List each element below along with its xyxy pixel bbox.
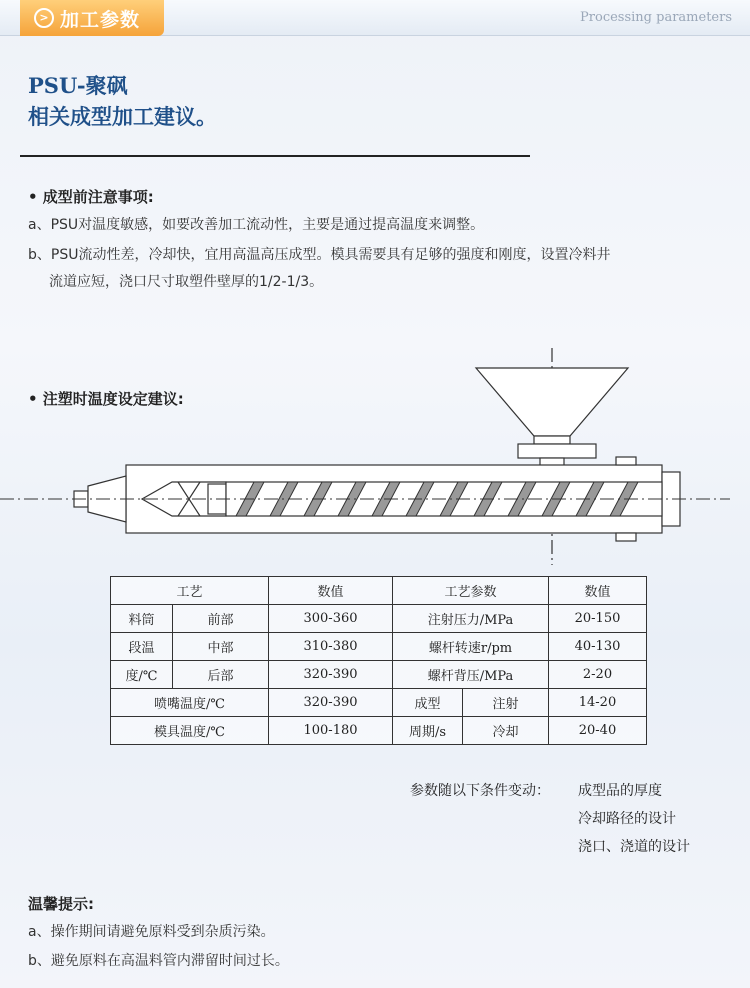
- zone-label: 后部: [173, 661, 269, 689]
- pre-molding-item-b: b、PSU流动性差，冷却快，宜用高温高压成型。模具需要具有足够的强度和刚度，设置冷料井: [28, 247, 611, 263]
- table-header-cell: 工艺参数: [393, 577, 549, 605]
- barrel-label: 段温: [111, 633, 173, 661]
- table-header-cell: 数值: [549, 577, 647, 605]
- table-row: [111, 605, 647, 633]
- table-header-cell: 工艺: [111, 577, 269, 605]
- mold-temp-value: 100-180: [269, 717, 393, 745]
- title-divider: [20, 155, 530, 157]
- process-parameters-table: [110, 576, 647, 745]
- tip-item-b: b、避免原料在高温料管内滞留时间过长。: [28, 953, 289, 969]
- param-label: 注射压力/MPa: [393, 605, 549, 633]
- pre-molding-item-a: a、PSU对温度敏感，如要改善加工流动性，主要是通过提高温度来调整。: [28, 217, 485, 233]
- temperature-heading: • 注塑时温度设定建议:: [28, 390, 184, 408]
- injection-screw-diagram: [0, 340, 750, 565]
- param-value: 40-130: [549, 633, 647, 661]
- table-row: [111, 689, 647, 717]
- condition-item: 成型品的厚度: [578, 783, 662, 799]
- condition-item: 冷却路径的设计: [578, 811, 676, 827]
- section-tag-label: 加工参数: [60, 9, 141, 31]
- pre-molding-item-b-cont: 流道应短，浇口尺寸取塑件壁厚的1/2-1/3。: [49, 274, 324, 290]
- table-row: [111, 717, 647, 745]
- section-tag: [20, 0, 164, 36]
- barrel-label: 料筒: [111, 605, 173, 633]
- cycle-item: 注射: [463, 689, 549, 717]
- table-header-row: [111, 577, 647, 605]
- header-bar: [0, 0, 750, 36]
- zone-value: 300-360: [269, 605, 393, 633]
- page-subtitle: 相关成型加工建议。: [28, 104, 217, 129]
- cycle-value: 14-20: [549, 689, 647, 717]
- barrel-label: 度/℃: [111, 661, 173, 689]
- tip-item-a: a、操作期间请避免原料受到杂质污染。: [28, 924, 275, 940]
- conditions-lead: 参数随以下条件变动：: [410, 783, 550, 799]
- cycle-label: 周期/s: [393, 717, 463, 745]
- param-value: 20-150: [549, 605, 647, 633]
- zone-label: 前部: [173, 605, 269, 633]
- chevron-right-icon: >: [34, 8, 54, 28]
- pre-molding-heading: • 成型前注意事项:: [28, 188, 154, 206]
- param-label: 螺杆转速r/pm: [393, 633, 549, 661]
- table-row: [111, 661, 647, 689]
- condition-item: 浇口、浇道的设计: [578, 839, 690, 855]
- nozzle-temp-value: 320-390: [269, 689, 393, 717]
- page-title: PSU-聚砜: [28, 73, 128, 98]
- nozzle-temp-label: 喷嘴温度/℃: [111, 689, 269, 717]
- zone-value: 310-380: [269, 633, 393, 661]
- param-value: 2-20: [549, 661, 647, 689]
- hopper: [476, 368, 628, 436]
- zone-label: 中部: [173, 633, 269, 661]
- tips-heading: 温馨提示:: [28, 895, 94, 913]
- param-label: 螺杆背压/MPa: [393, 661, 549, 689]
- mold-temp-label: 模具温度/℃: [111, 717, 269, 745]
- cycle-item: 冷却: [463, 717, 549, 745]
- cycle-label: 成型: [393, 689, 463, 717]
- hopper-mount: [518, 444, 596, 458]
- table-header-cell: 数值: [269, 577, 393, 605]
- header-title-en: Processing parameters: [580, 10, 732, 25]
- table-row: [111, 633, 647, 661]
- zone-value: 320-390: [269, 661, 393, 689]
- cycle-value: 20-40: [549, 717, 647, 745]
